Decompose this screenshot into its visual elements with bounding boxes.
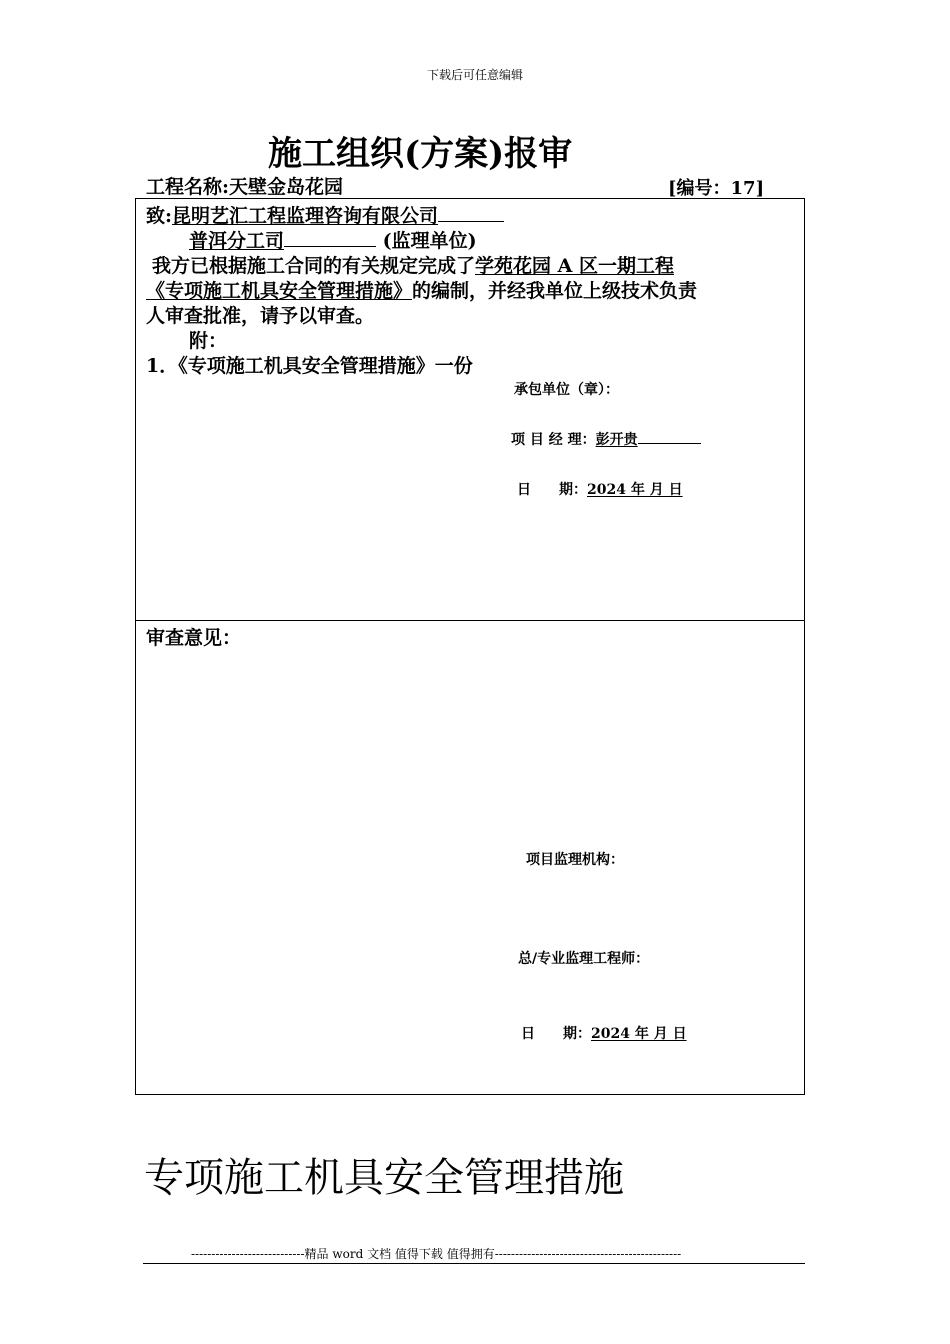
footer-rule	[143, 1263, 805, 1264]
date-label: 日 期：	[517, 482, 587, 498]
document-title: 专项施工机具安全管理措施	[144, 1155, 624, 1201]
project-name: 天壁金岛花园	[229, 176, 344, 198]
doc-reference: 《专项施工机具安全管理措施》	[146, 280, 413, 302]
date-value: 2024 年 月 日	[587, 482, 683, 498]
engineer-label: 总/专业监理工程师：	[518, 951, 650, 967]
footer-text: ----------------------------精品 word 文档 值得下载 值得拥有----------------------------------------------	[191, 1247, 682, 1261]
body-text: 的编制，并经我单位上级技术负责	[412, 280, 698, 302]
to-prefix: 致:	[146, 205, 173, 227]
header-note: 下载后可任意编辑	[426, 68, 523, 82]
to-line	[146, 201, 504, 228]
pm-label: 项 目 经 理：	[511, 432, 596, 448]
body-text: 我方已根据施工合同的有关规定完成了	[152, 255, 476, 277]
blank-line	[638, 442, 701, 444]
date-value: 2024 年 月 日	[591, 1026, 687, 1042]
body-line-1	[152, 251, 674, 278]
body-line-2	[146, 276, 697, 303]
to-company: 昆明艺汇工程监理咨询有限公司	[172, 205, 439, 227]
attach-item: 1．《专项施工机具安全管理措施》一份	[146, 355, 473, 377]
pm-name: 彭开贵	[595, 432, 638, 448]
serial-number: [编号：17]	[668, 178, 765, 199]
body-line-3: 人审查批准，请予以审查。	[146, 305, 375, 327]
branch-line	[189, 226, 477, 253]
date-line-2	[521, 1023, 687, 1043]
form-title: 施工组织(方案)报审	[268, 134, 573, 174]
contractor-label: 承包单位（章）：	[514, 382, 619, 398]
date-label: 日 期：	[521, 1026, 591, 1042]
attach-label: 附：	[189, 330, 228, 352]
review-box	[135, 620, 805, 1095]
blank-line	[438, 220, 504, 222]
project-line	[146, 172, 343, 199]
supervision-unit: (监理单位)	[382, 230, 477, 252]
supervisor-org-label: 项目监理机构：	[526, 852, 624, 868]
review-label: 审查意见：	[146, 627, 242, 649]
submission-box	[135, 198, 805, 621]
date-line	[517, 479, 683, 499]
branch-name: 普洱分工司	[189, 230, 285, 252]
blank-line	[284, 245, 376, 247]
project-label: 工程名称:	[146, 176, 230, 198]
pm-line	[511, 429, 701, 449]
project-reference: 学苑花园 A 区一期工程	[475, 255, 674, 277]
